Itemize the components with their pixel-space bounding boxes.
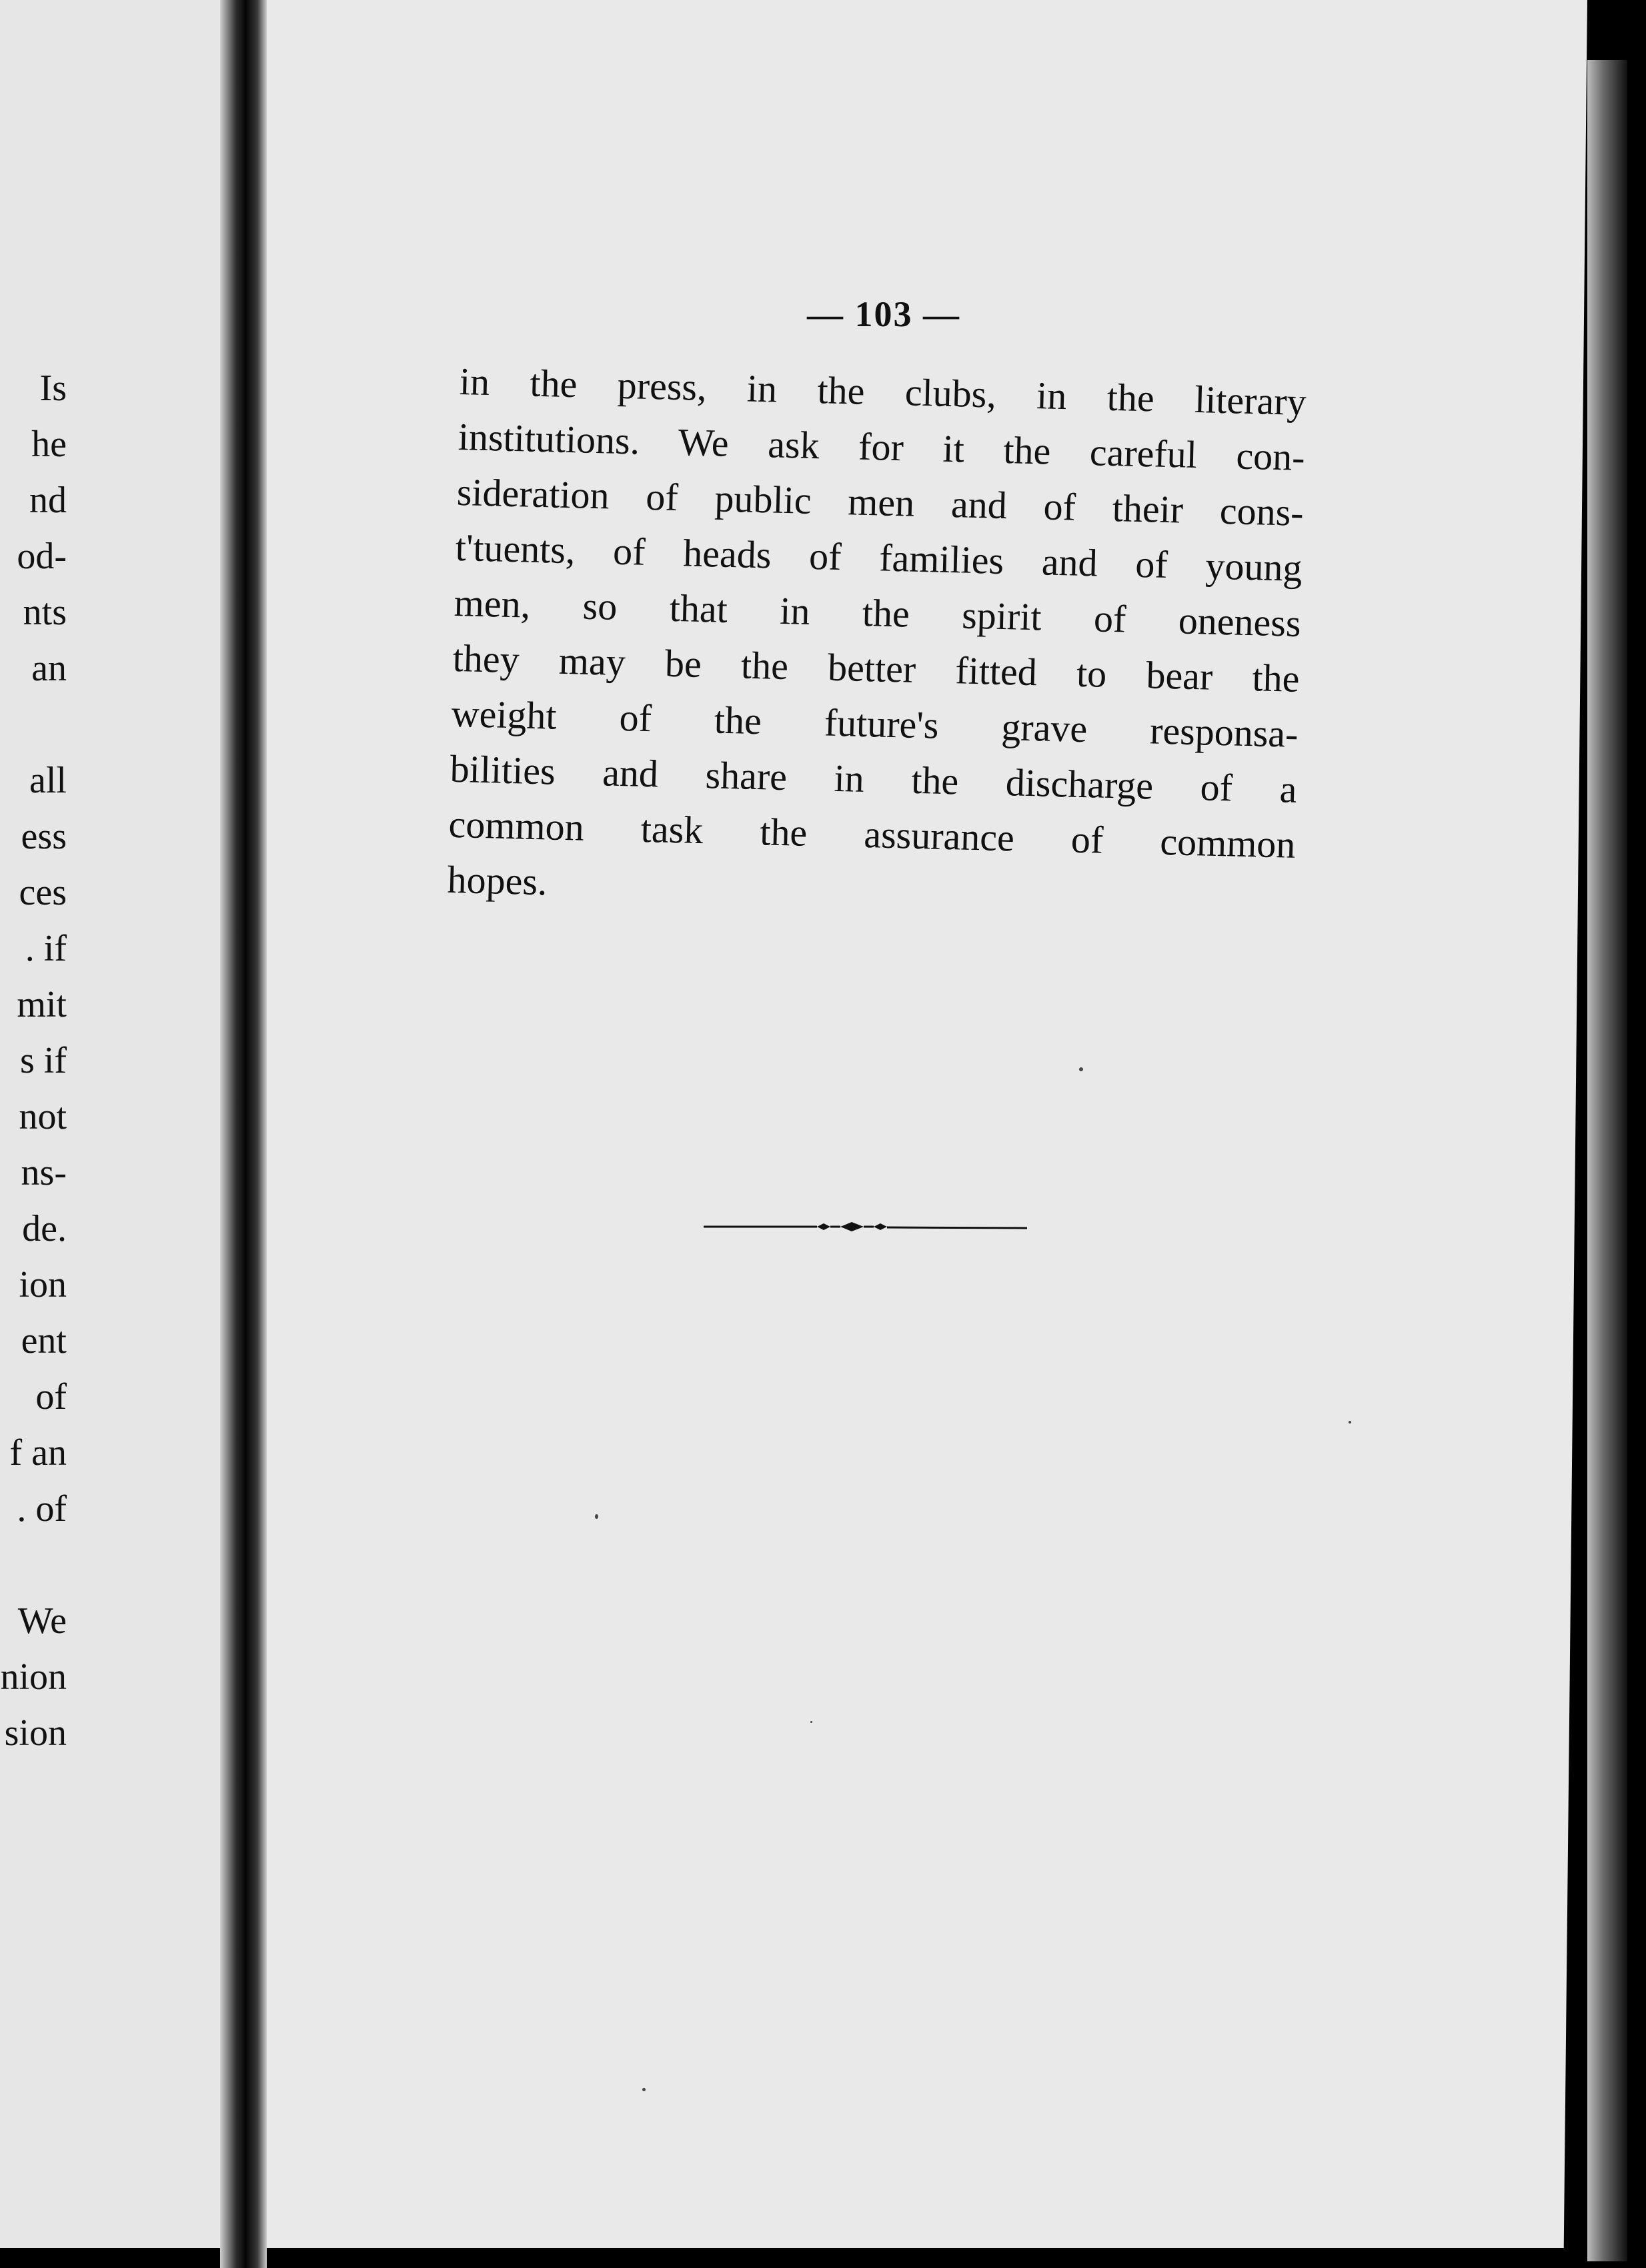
left-fragment: ns-	[21, 1152, 67, 1193]
left-fragment: Is	[39, 368, 67, 409]
left-fragment: sion	[4, 1712, 67, 1754]
left-fragment: f an	[9, 1432, 67, 1474]
left-fragment: ion	[19, 1264, 67, 1305]
text-line: they may be the better fitted to bear the	[452, 636, 1301, 700]
right-page	[237, 0, 1587, 2248]
left-fragment: od-	[17, 536, 67, 577]
divider-diamond-center	[840, 1222, 864, 1231]
text-line: weight of the future's grave responsa-	[451, 691, 1299, 756]
text-line: bilities and share in the discharge of a	[449, 746, 1298, 811]
speck	[1079, 1067, 1083, 1071]
left-fragment: nts	[23, 592, 67, 633]
text-line: in the press, in the clubs, in the literary	[459, 359, 1307, 424]
left-fragment: ent	[21, 1320, 67, 1361]
left-page-text-fragments	[0, 360, 67, 1761]
text-line: hopes.	[446, 857, 548, 904]
speck	[810, 1721, 812, 1723]
left-fragment: he	[31, 424, 67, 465]
text-line: t'tuents, of heads of families and of young	[455, 525, 1303, 590]
speck	[642, 2088, 646, 2091]
text-line: common task the assurance of common	[448, 802, 1297, 867]
left-fragment: an	[31, 648, 67, 689]
page-number: — 103 —	[807, 294, 960, 334]
left-fragment: mit	[17, 984, 67, 1025]
divider-rule-right	[887, 1227, 1027, 1228]
divider-diamond	[817, 1223, 830, 1230]
book-gutter	[220, 0, 267, 2268]
left-fragment: ess	[21, 816, 67, 857]
speck	[1349, 1421, 1351, 1424]
left-fragment: We	[17, 1600, 67, 1642]
speck	[595, 1514, 598, 1519]
left-fragment: . of	[17, 1488, 67, 1530]
ornamental-divider	[704, 1217, 1027, 1237]
body-paragraph	[447, 354, 1307, 928]
text-line: sideration of public men and of their cons-	[456, 470, 1305, 534]
left-fragment: . if	[25, 928, 67, 969]
left-fragment: de.	[22, 1208, 67, 1249]
divider-diamond	[874, 1223, 887, 1230]
left-fragment: nd	[29, 480, 67, 521]
left-fragment: nion	[0, 1656, 67, 1698]
left-fragment: all	[29, 760, 67, 801]
text-line: institutions. We ask for it the careful con-	[458, 414, 1306, 479]
left-fragment: not	[19, 1096, 67, 1137]
left-fragment: ces	[19, 872, 67, 913]
page-edge	[1587, 60, 1627, 2261]
left-fragment: of	[35, 1376, 67, 1418]
left-fragment: s if	[20, 1040, 67, 1081]
text-line: men, so that in the spirit of oneness	[454, 580, 1302, 645]
